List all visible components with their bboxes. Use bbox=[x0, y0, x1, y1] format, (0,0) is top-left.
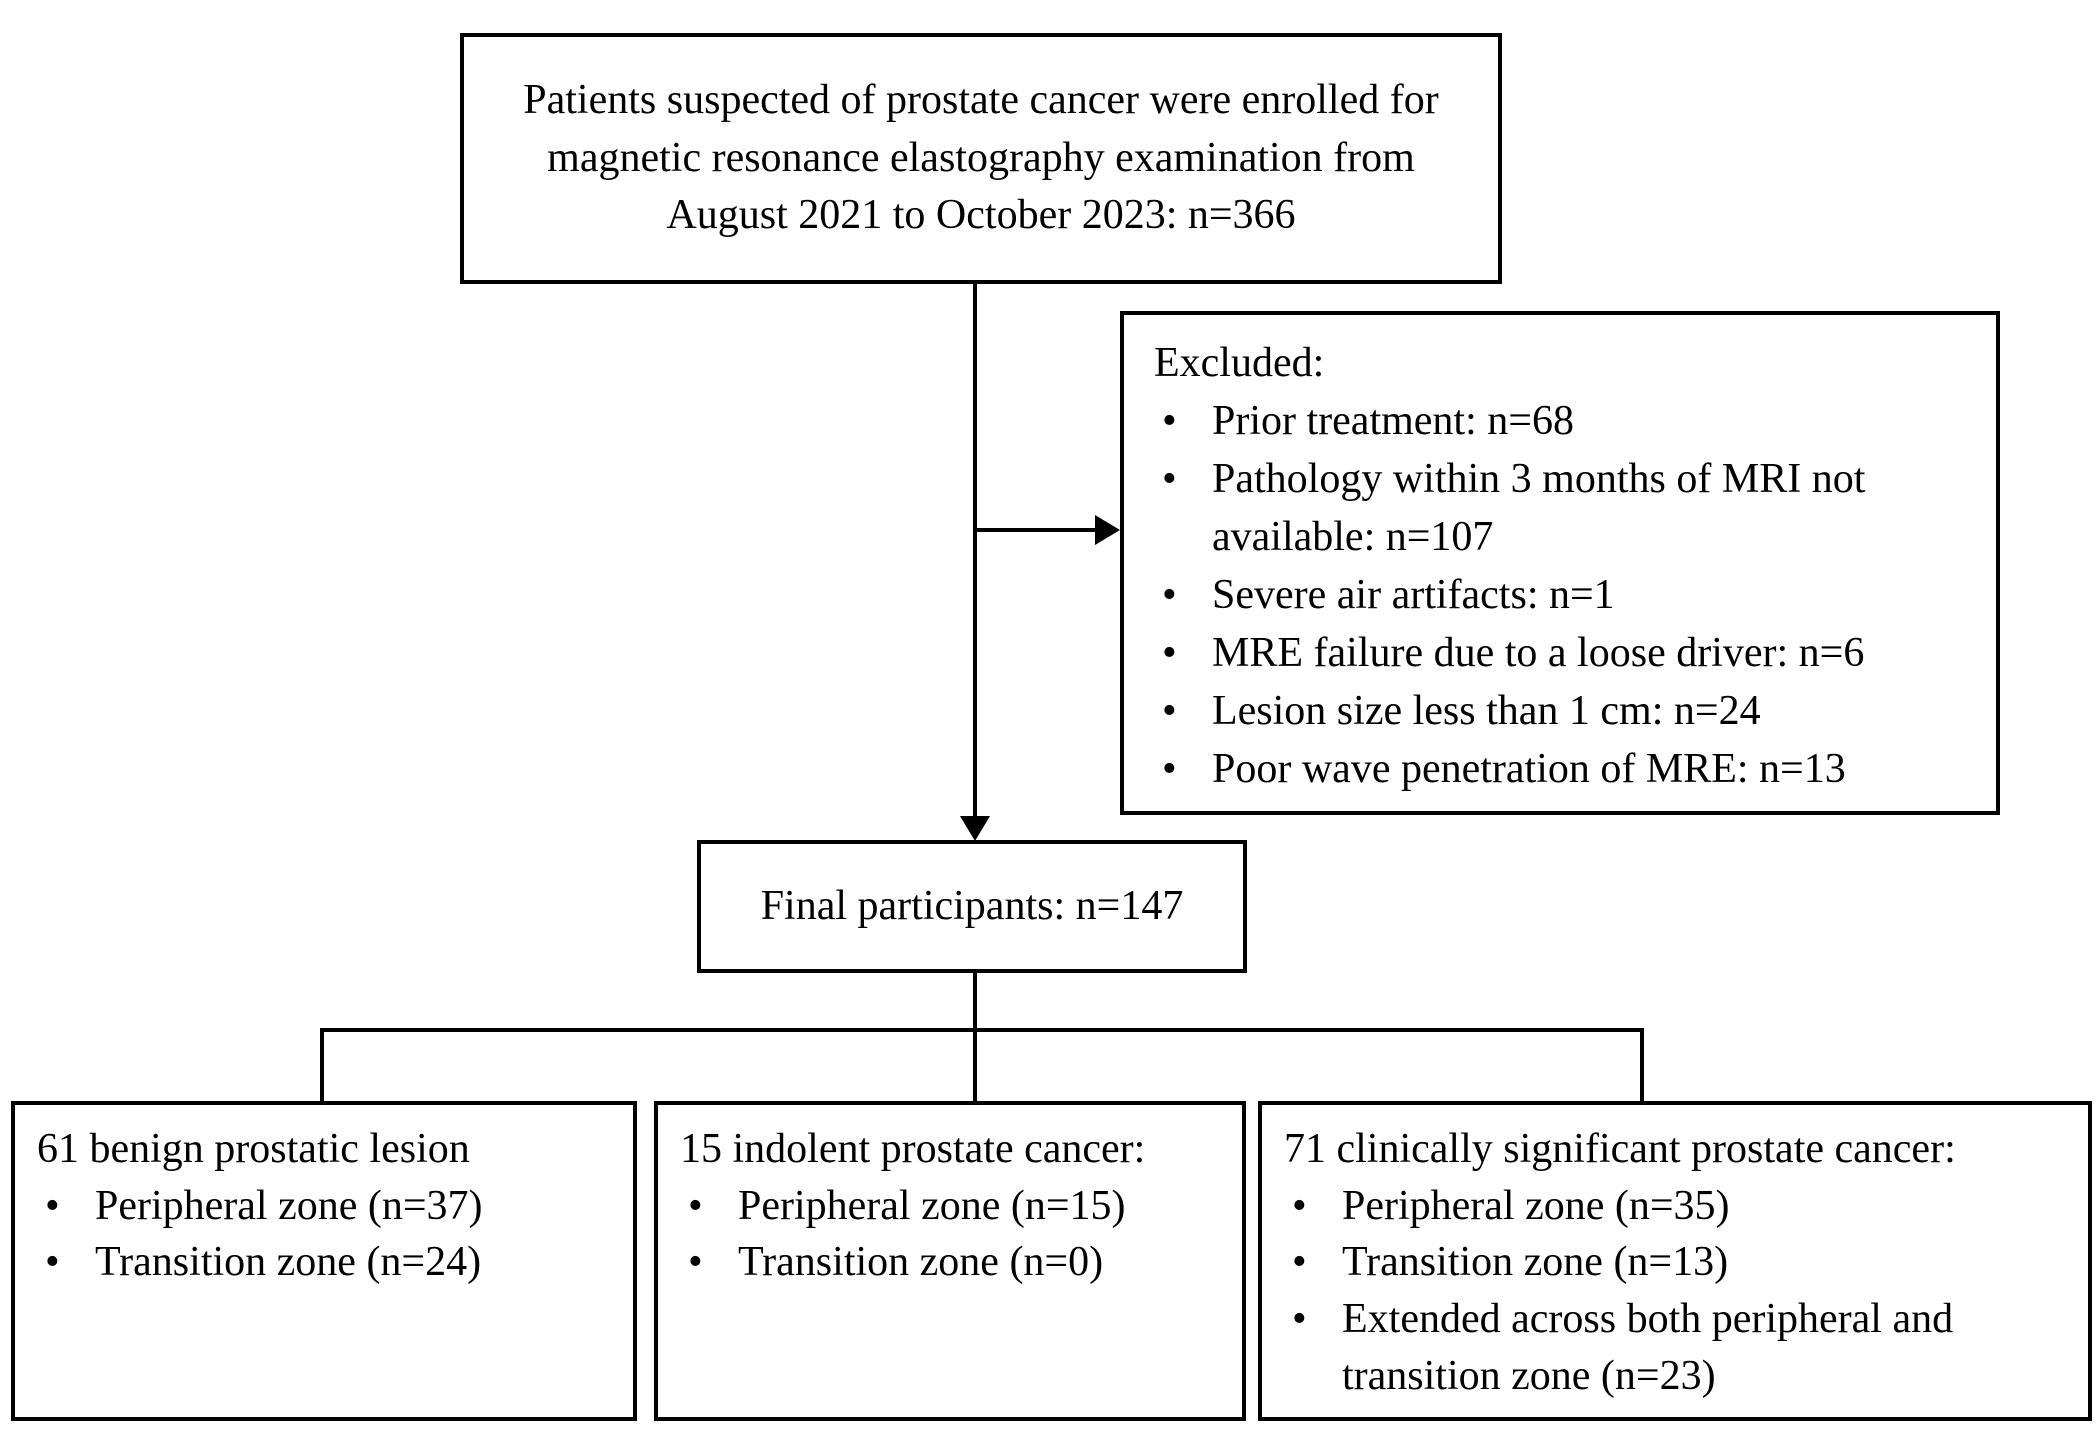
connector-final-to-branch bbox=[973, 971, 977, 1101]
excluded-title: Excluded: bbox=[1154, 340, 1325, 386]
outcome-item: • Transition zone (n=24) bbox=[37, 1234, 619, 1291]
connector-branch-left bbox=[320, 1028, 324, 1101]
enrollment-text: Patients suspected of prostate cancer were enrolled for magnetic resonance elastography examination from August 2021 to October 2023: n=366 bbox=[523, 76, 1439, 239]
excluded-item: • Lesion size less than 1 cm: n=24 bbox=[1154, 683, 1972, 741]
outcome-list bbox=[680, 1178, 1228, 1291]
final-participants-text: Final participants: n=147 bbox=[760, 882, 1184, 929]
excluded-item: • MRE failure due to a loose driver: n=6 bbox=[1154, 625, 1972, 683]
connector-branch-right bbox=[1640, 1028, 1644, 1101]
outcome-list bbox=[37, 1178, 619, 1291]
outcome-box-indolent bbox=[654, 1101, 1246, 1421]
arrowhead-excluded bbox=[1095, 515, 1120, 545]
outcome-item: • Extended across both peripheral and transition zone (n=23) bbox=[1284, 1291, 2074, 1404]
enrollment-box bbox=[460, 33, 1502, 284]
excluded-box bbox=[1120, 311, 2000, 815]
final-participants-box bbox=[697, 840, 1247, 973]
excluded-item: • Poor wave penetration of MRE: n=13 bbox=[1154, 741, 1972, 799]
outcome-title: 61 benign prostatic lesion bbox=[37, 1126, 470, 1172]
connector-to-excluded bbox=[973, 528, 1097, 532]
connector-branch-horizontal bbox=[320, 1028, 1644, 1032]
outcome-list bbox=[1284, 1178, 2074, 1405]
excluded-item: • Pathology within 3 months of MRI not available: n=107 bbox=[1154, 451, 1972, 567]
outcome-box-significant bbox=[1258, 1101, 2092, 1421]
outcome-item: • Peripheral zone (n=15) bbox=[680, 1178, 1228, 1235]
connector-enrollment-to-final bbox=[973, 281, 977, 819]
outcome-title: 15 indolent prostate cancer: bbox=[680, 1126, 1146, 1172]
excluded-item: • Prior treatment: n=68 bbox=[1154, 393, 1972, 451]
outcome-item: • Transition zone (n=13) bbox=[1284, 1234, 2074, 1291]
excluded-item: • Severe air artifacts: n=1 bbox=[1154, 567, 1972, 625]
outcome-box-benign bbox=[11, 1101, 637, 1421]
outcome-title: 71 clinically significant prostate cancer: bbox=[1284, 1126, 1956, 1172]
outcome-item: • Transition zone (n=0) bbox=[680, 1234, 1228, 1291]
arrowhead-final-participants bbox=[960, 816, 990, 841]
outcome-item: • Peripheral zone (n=37) bbox=[37, 1178, 619, 1235]
outcome-item: • Peripheral zone (n=35) bbox=[1284, 1178, 2074, 1235]
excluded-list bbox=[1154, 393, 1972, 799]
